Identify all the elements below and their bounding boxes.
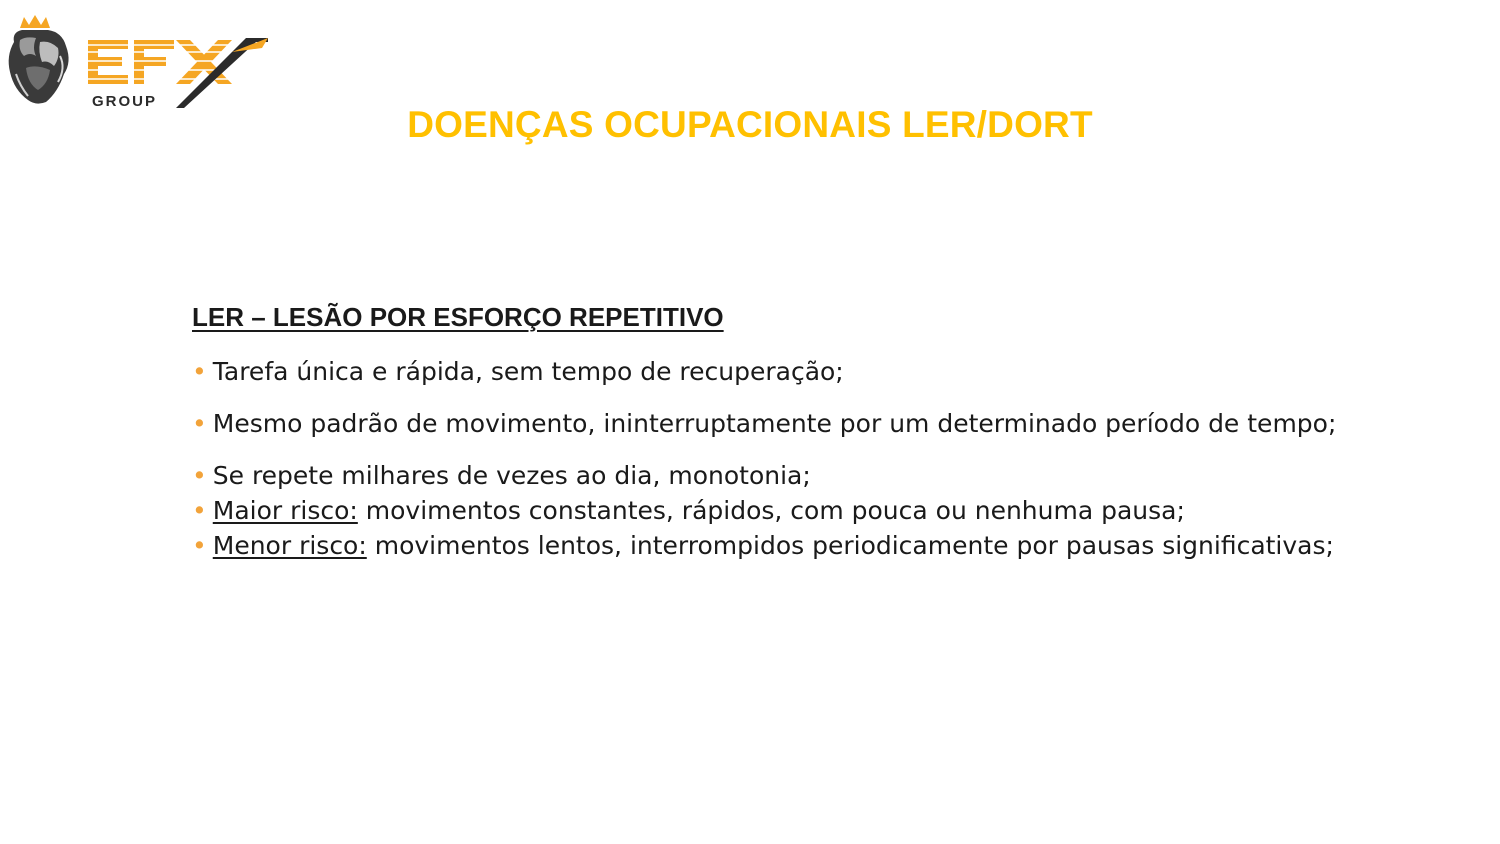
bullet-icon: • xyxy=(192,531,207,560)
lion-crown-icon xyxy=(6,12,268,108)
bullet-icon: • xyxy=(192,409,207,438)
section-heading: LER – LESÃO POR ESFORÇO REPETITIVO xyxy=(192,302,724,332)
efx-group-logo xyxy=(6,12,268,108)
slide-title: DOENÇAS OCUPACIONAIS LER/DORT xyxy=(407,104,1093,145)
bullet-item xyxy=(192,528,1362,563)
bullet-item xyxy=(192,458,1362,493)
bullet-icon: • xyxy=(192,357,207,386)
bullet-item xyxy=(192,406,1362,441)
bullet-text: Se repete milhares de vezes ao dia, monotonia; xyxy=(212,461,811,490)
bullet-text: Mesmo padrão de movimento, ininterruptamente por um determinado período de tempo; xyxy=(212,409,1337,438)
bullet-text: movimentos constantes, rápidos, com pouca ou nenhuma pausa; xyxy=(357,496,1185,525)
bullet-text: movimentos lentos, interrompidos periodicamente por pausas significativas; xyxy=(366,531,1334,560)
content-block xyxy=(192,298,1362,563)
svg-text:GROUP: GROUP xyxy=(92,93,158,108)
bullet-icon: • xyxy=(192,461,207,490)
bullet-item xyxy=(192,354,1362,389)
bullet-label: Maior risco: xyxy=(212,496,358,525)
bullet-text: Tarefa única e rápida, sem tempo de recuperação; xyxy=(212,357,844,386)
bullet-label: Menor risco: xyxy=(212,531,367,560)
bullet-item xyxy=(192,493,1362,528)
bullet-icon: • xyxy=(192,496,207,525)
